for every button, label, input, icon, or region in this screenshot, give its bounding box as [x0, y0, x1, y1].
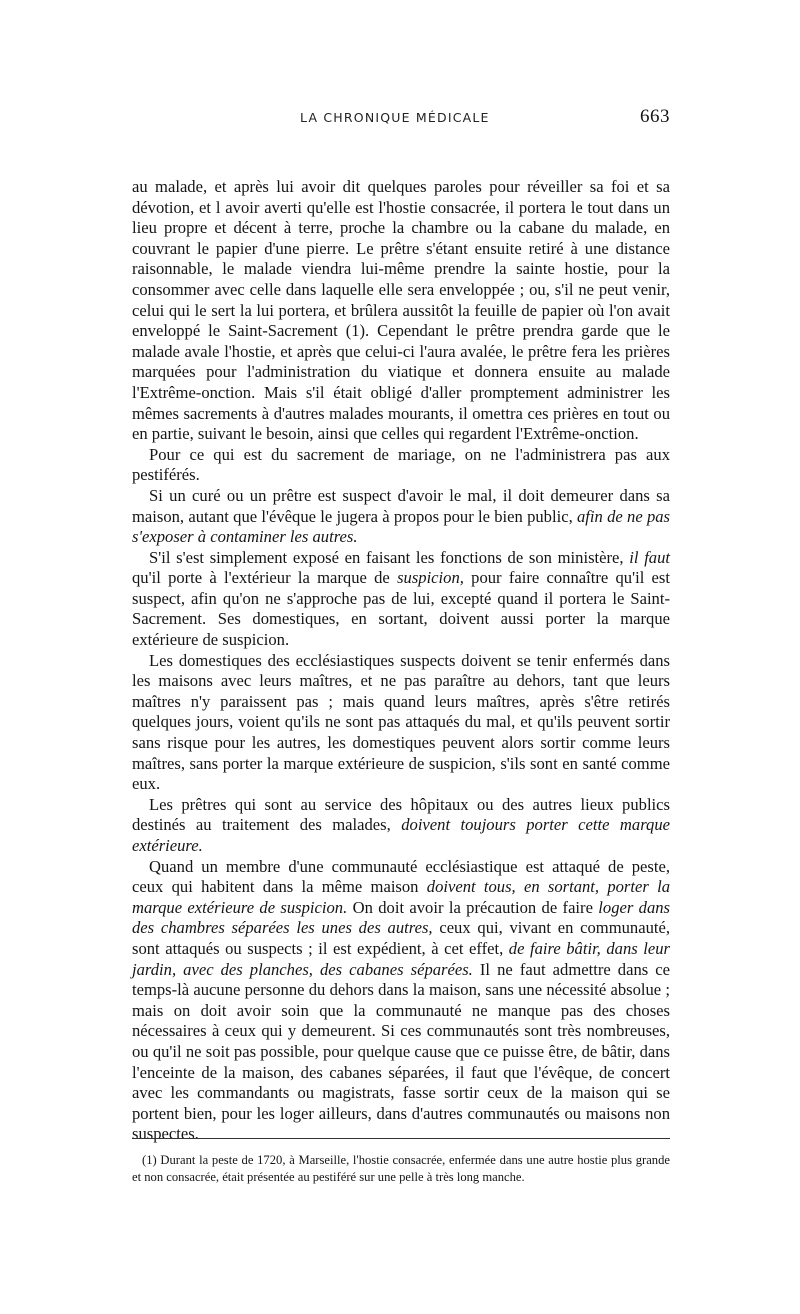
italic-segment: doivent toujours porter cette marque extérieure. [132, 815, 671, 855]
text-segment: au malade, et après lui avoir dit quelques paroles pour réveiller sa foi et sa dévotion, et l avoir averti qu'elle est l'hostie consacrée, il portera le tout dans un lieu propre et décent à terre, proche la chambre ou la cabane du malade, en couvrant le papier d'une pierre. Le prêtre s'étant ensuite retiré à une distance raisonnable, le malade viendra lui-même prendre la sainte hostie, pour la consommer avec celle dans laquelle elle sera enveloppée ; ou, s'il ne peut venir, celui qui le sert la lui portera, et brûlera aussitôt la feuille de papier où l'on avait enveloppé le Saint-Sacrement (1). Cependant le prêtre prendra garde que le malade avale l'hostie, et après que celui-ci l'aura avalée, le prêtre fera les prières marquées pour l'administration du viatique et donnera ensuite au malade l'Extrême-onction. Mais s'il était obligé d'aller promptement administrer les mêmes sacrements à d'autres malades mourants, il omettra ces prières en tout ou en partie, suivant le besoin, ainsi que celles qui regardent l'Extrême-onction. [132, 177, 670, 444]
italic-segment: de faire bâtir, dans leur jardin, avec des planches, des cabanes séparées. [132, 938, 670, 979]
text-segment: Si un curé ou un prêtre est suspect d'avoir le mal, il doit demeurer dans sa maison, autant que l'évêque le jugera à propos pour le bien public, [132, 485, 670, 526]
italic-segment: doivent tous, en sortant, porter la marque extérieure de suspicion. [132, 877, 671, 917]
footnote-rule [132, 1138, 670, 1139]
text-segment: qu'il porte à l'extérieur la marque de [132, 568, 398, 588]
footnote: (1) Durant la peste de 1720, à Marseille, l'hostie consacrée, enfermée dans une autre hostie plus grande et non consacrée, était présentée au pestiféré sur une pelle à très long manche. [132, 1153, 670, 1184]
italic-segment: afin de ne pas s'exposer à contaminer les autres. [132, 506, 671, 547]
italic-segment: loger dans des chambres séparées les unes des autres, [132, 897, 671, 938]
paragraph [132, 651, 670, 795]
text-segment: On doit avoir la précaution de faire [347, 897, 599, 917]
text-segment: Il ne faut admettre dans ce temps-là aucune personne du dehors dans la maison, sans une nécessité absolue ; mais on doit avoir soin que la communauté ne manque pas des choses nécessaires à ceux qui y demeurent. Si ces communautés sont très nombreuses, ou qu'il ne soit pas possible, pour quelque cause que ce puisse être, de bâtir, dans l'enceinte de la maison, des cabanes séparées, il faut que l'évêque, de concert avec les commandants ou magistrats, fasse sortir ceux de la maison qui se portent bien, pour les loger ailleurs, dans d'autres communautés ou maisons non suspectes. [132, 959, 670, 1144]
text-segment: ceux qui, vivant en communauté, sont attaqués ou suspects ; il est expédient, à cet effet, [132, 918, 670, 958]
text-segment: Les domestiques des ecclésiastiques suspects doivent se tenir enfermés dans les maisons avec leurs maîtres, et ne pas paraître au dehors, tant que leurs maîtres n'y paraissent pas ; mais quand leurs maîtres, après s'être retirés quelques jours, voient qu'ils ne sont pas attaqués du mal, et qu'ils peuvent sortir sans risque pour les autres, les domestiques peuvent alors sortir comme leurs maîtres, sans porter la marque extérieure de suspicion, s'ils sont en santé comme eux. [132, 650, 670, 794]
paragraph [132, 177, 670, 445]
text-segment: Pour ce qui est du sacrement de mariage, on ne l'administrera pas aux pestiférés. [132, 444, 670, 485]
text-segment: Quand un membre d'une communauté ecclésiastique est attaqué de peste, ceux qui habitent dans la même maison [132, 856, 670, 897]
paragraph [132, 445, 670, 486]
italic-segment: suspicion, [397, 568, 464, 588]
page-header [130, 106, 670, 136]
text-segment: pour faire connaître qu'il est suspect, afin qu'on ne s'approche pas de lui, excepté quand il portera le Saint-Sacrement. Ses domestiques, en sortant, doivent aussi porter la marque extérieure de suspicion. [132, 568, 670, 650]
italic-segment: il faut [629, 547, 671, 567]
paragraph [132, 548, 670, 651]
paragraph [132, 795, 670, 857]
body-text [132, 177, 670, 1145]
page-number: 663 [640, 106, 670, 127]
paragraph [132, 486, 670, 548]
text-segment: S'il s'est simplement exposé en faisant les fonctions de son ministère, [149, 547, 630, 567]
paragraph [132, 857, 670, 1145]
running-head: LA CHRONIQUE MÉDICALE [300, 110, 490, 125]
text-segment: Les prêtres qui sont au service des hôpitaux ou des autres lieux publics destinés au traitement des malades, [132, 794, 670, 835]
